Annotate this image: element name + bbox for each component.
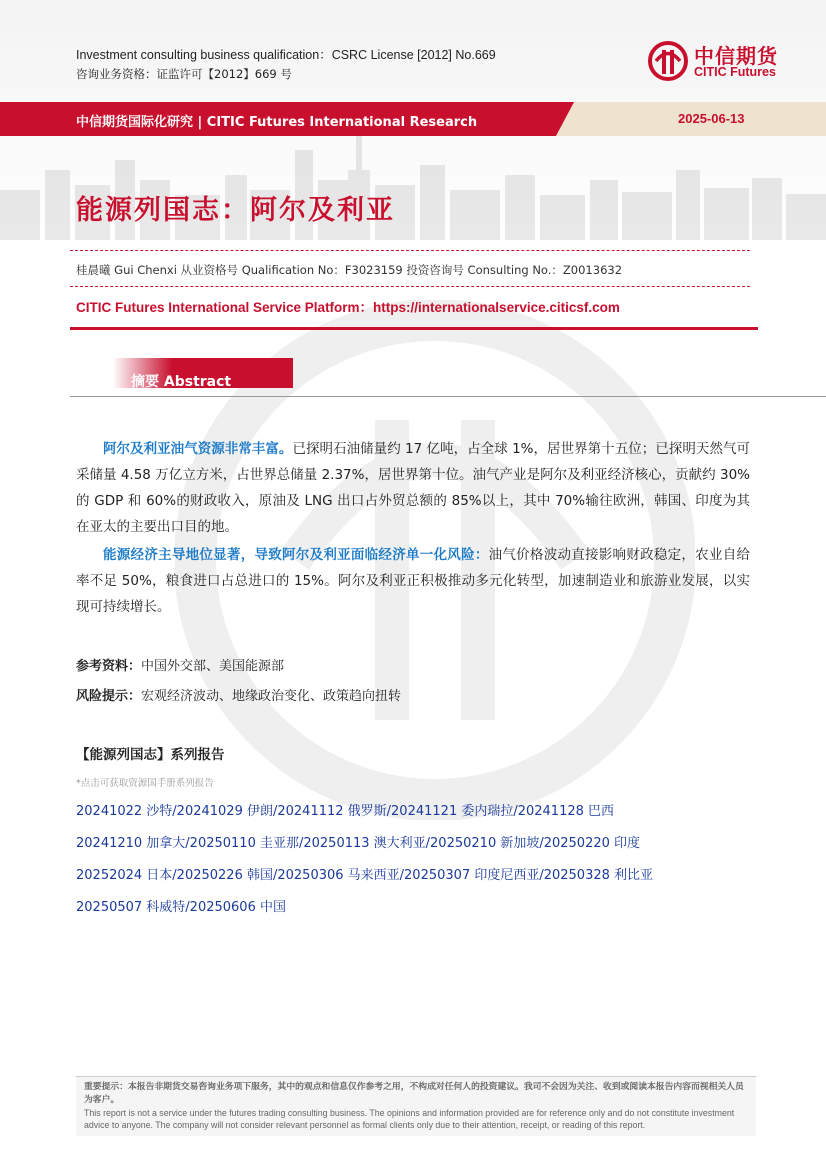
banner-title: 中信期货国际化研究 | CITIC Futures International Research [76,115,478,130]
risk-warning [76,685,401,704]
paragraph-2-text: 油气价格波动直接影响财政稳定，农业自给率不足 50%，粮食进口占总进口的 15%。阿尔及利亚正积极推动多元化转型，加速制造业和旅游业发展，以实现可持续增长。 [76,547,751,615]
series-links-row-1[interactable]: 20241022 沙特/20241029 伊朗/20241112 俄罗斯/20241121 委内瑞拉/20241128 巴西 [76,804,615,819]
platform-link[interactable]: CITIC Futures International Service Platform：https://internationalservice.citicsf.com [76,300,620,315]
paragraph-1-highlight: 阿尔及利亚油气资源非常丰富。 [103,441,293,457]
report-date: 2025-06-13 [678,111,745,126]
abstract-paragraph-1 [76,436,750,540]
abstract-paragraph-2 [76,542,750,620]
series-links-row-4[interactable]: 20250507 科威特/20250606 中国 [76,900,286,915]
qualification-cn: 咨询业务资格：证监许可【2012】669 号 [76,67,292,81]
references-label: 参考资料： [76,659,142,674]
report-title: 能源列国志：阿尔及利亚 [76,195,395,226]
risk-label: 风险提示： [76,689,142,704]
citic-logo-icon [647,40,689,82]
references-value: 中国外交部、美国能源部 [141,659,285,674]
series-links-row-2[interactable]: 20241210 加拿大/20250110 圭亚那/20250113 澳大利亚/20250210 新加坡/20250220 印度 [76,836,641,851]
risk-value: 宏观经济波动、地缘政治变化、政策趋向扭转 [141,689,402,704]
series-title: 【能源列国志】系列报告 [76,747,225,763]
divider-solid [70,327,758,330]
logo-text-cn: 中信期货 [694,44,778,68]
citic-futures-logo [647,38,792,86]
qualification-en: Investment consulting business qualification：CSRC License [2012] No.669 [76,48,496,62]
series-links-row-3[interactable]: 20252024 日本/20250226 韩国/20250306 马来西亚/20250307 印度尼西亚/20250328 利比亚 [76,868,654,883]
logo-text-en: CITIC Futures [694,65,776,79]
abstract-label: 摘要 Abstract [131,374,232,390]
abstract-tag [73,358,293,388]
abstract-divider [70,396,826,397]
paragraph-2-highlight: 能源经济主导地位显著，导致阿尔及利亚面临经济单一化风险： [103,547,489,563]
paragraph-1-text: 已探明石油储量约 17 亿吨，占全球 1%，居世界第十五位；已探明天然气可采储量 4.58 万亿立方米，占世界总储量 2.37%，居世界第十位。油气产业是阿尔及利亚经济核心，贡献约 30%的 GDP 和 60%的财政收入，原油及 LNG 出口占外贸总额的 85%以上，其中 70%输往欧洲，韩国、印度为其在亚太的主要出口目的地。 [76,441,751,535]
disclaimer-en: This report is not a service under the futures trading consulting business. The opinions and information provided are for reference only and do not constitute investment advice to anyone. The company will not consider relevant personnel as formal clients only due to their attention, receipt, or reading of this report. [84,1108,735,1130]
references [76,655,284,674]
research-banner [0,102,826,136]
disclaimer-cn: 重要提示：本报告非期货交易咨询业务项下服务，其中的观点和信息仅作参考之用，不构成对任何人的投资建议。我司不会因为关注、收到或阅读本报告内容而视相关人员为客户。 [84,1082,744,1105]
divider-dashed-bottom [70,286,750,287]
series-note: *点击可获取资源国手册系列报告 [76,778,214,789]
disclaimer [76,1076,756,1136]
divider-dashed-top [70,250,750,251]
author-line: 桂晨曦 Gui Chenxi 从业资格号 Qualification No：F3023159 投资咨询号 Consulting No.：Z0013632 [76,263,623,277]
